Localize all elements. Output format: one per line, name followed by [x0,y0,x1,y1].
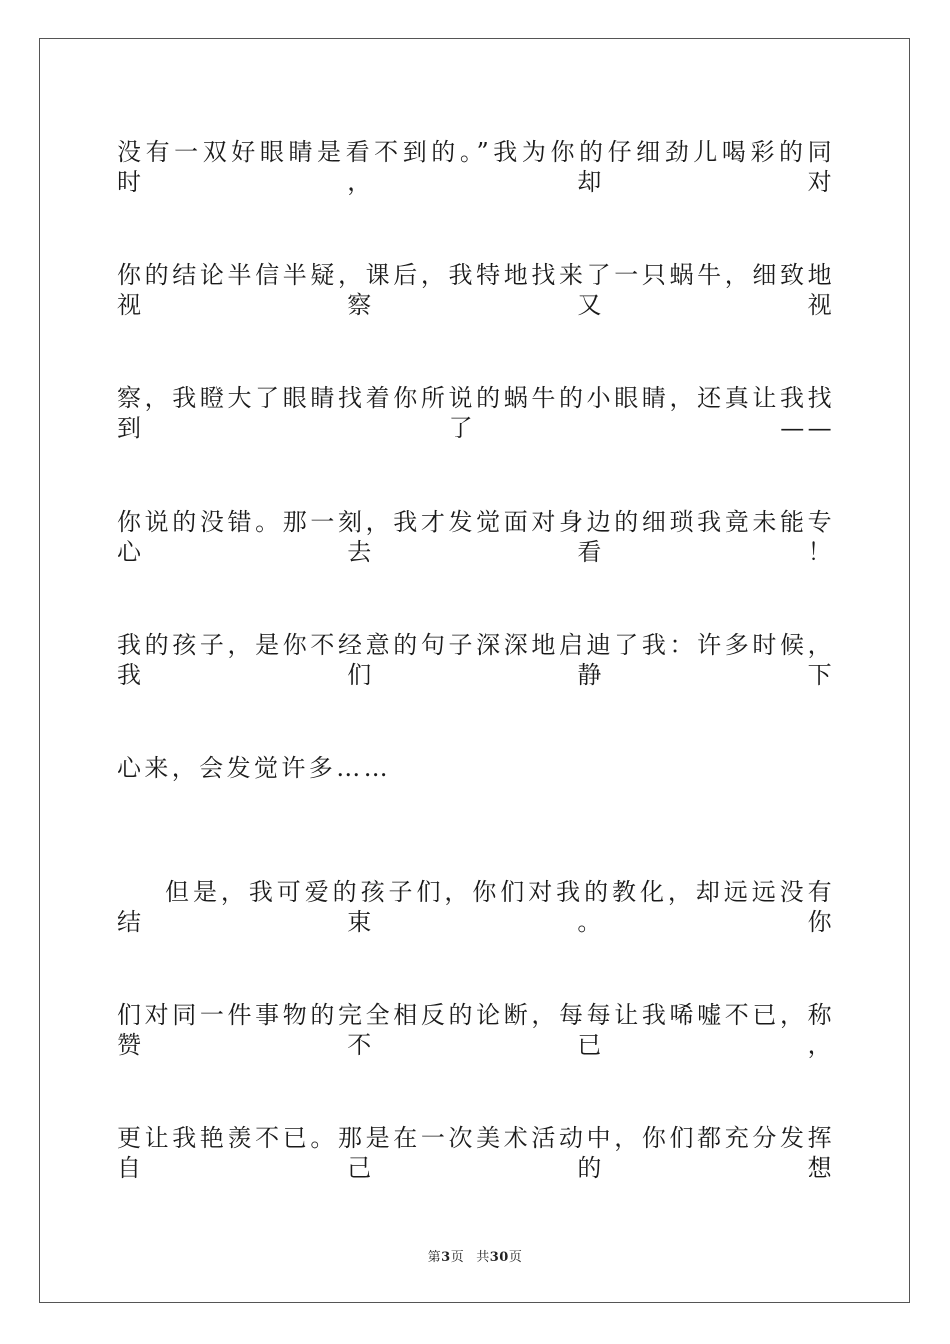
footer-page-number: 3 [441,1250,451,1265]
body-line-2: 你的结论半信半疑，课后，我特地找来了一只蜗牛，细致地视察又视 [117,261,835,319]
body-line-6: 心来，会发觉许多…… [117,754,391,782]
footer-total-prefix: 共 [476,1250,490,1265]
footer-total-number: 30 [489,1250,509,1265]
body-line-8: 们对同一件事物的完全相反的论断，每每让我唏嘘不已，称赞不已， [117,1001,835,1059]
body-line-4: 你说的没错。那一刻，我才发觉面对身边的细琐我竟未能专心去看！ [117,508,835,566]
page-footer [0,1246,950,1265]
body-line-7: 但是，我可爱的孩子们，你们对我的教化，却远远没有结束。你 [117,878,835,936]
body-line-9: 更让我艳羡不已。那是在一次美术活动中，你们都充分发挥自己的想 [117,1124,835,1182]
footer-page-prefix: 第 [427,1250,442,1265]
footer-total-suffix: 页 [508,1250,523,1265]
body-line-5: 我的孩子，是你不经意的句子深深地启迪了我：许多时候，我们静下 [117,631,835,689]
body-line-3: 察，我瞪大了眼睛找着你所说的蜗牛的小眼睛，还真让我找到了—— [117,384,835,442]
body-line-1: 没有一双好眼睛是看不到的。”我为你的仔细劲儿喝彩的同时，却对 [117,138,835,196]
footer-page-suffix: 页 [450,1250,465,1265]
